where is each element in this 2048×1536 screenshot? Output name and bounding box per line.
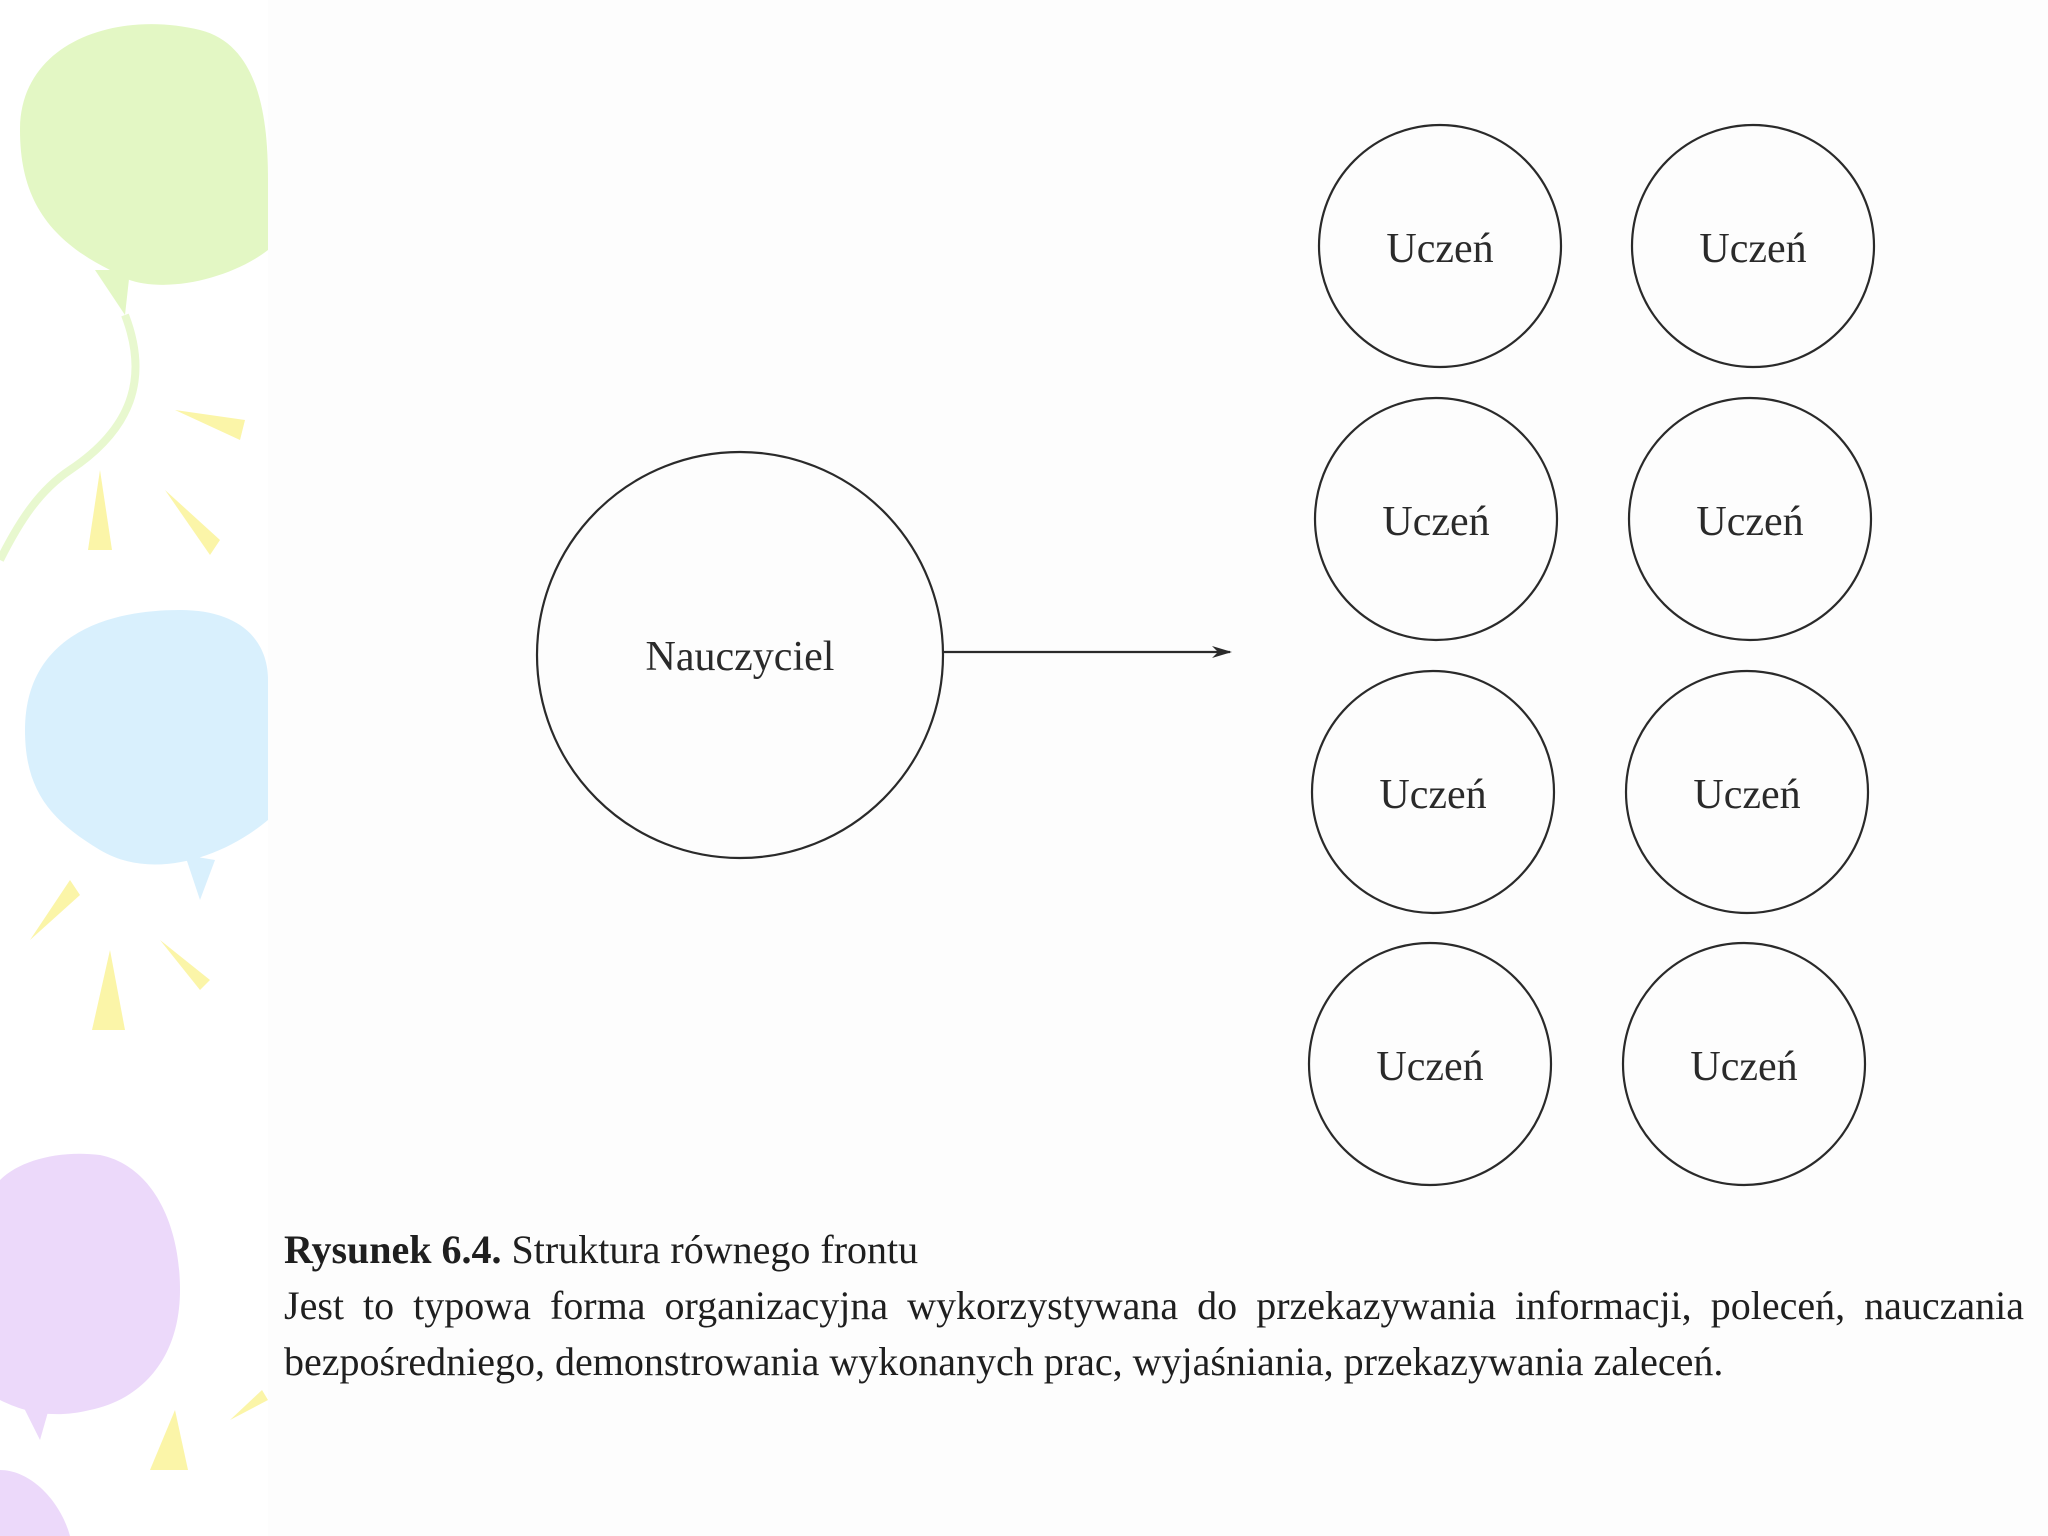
student-node bbox=[1319, 125, 1561, 367]
student-label: Uczeń bbox=[1376, 1044, 1484, 1090]
caption-title-line bbox=[284, 1222, 2024, 1278]
student-label: Uczeń bbox=[1386, 226, 1494, 272]
student-label: Uczeń bbox=[1696, 499, 1804, 545]
student-node bbox=[1315, 398, 1557, 640]
caption-body: Jest to typowa forma organizacyjna wykorzystywana do przekazywania informacji, poleceń, nauczania bezpośredniego, demonstrowania wykonanych prac, wyjaśniania, przekazywania zaleceń. bbox=[284, 1283, 2024, 1384]
teacher-label: Nauczyciel bbox=[645, 634, 835, 680]
student-label: Uczeń bbox=[1699, 226, 1807, 272]
teacher-node bbox=[537, 452, 943, 858]
student-node bbox=[1623, 943, 1865, 1185]
student-node bbox=[1629, 398, 1871, 640]
student-node bbox=[1626, 671, 1868, 913]
student-label: Uczeń bbox=[1379, 772, 1487, 818]
student-label: Uczeń bbox=[1693, 772, 1801, 818]
figure-number: Rysunek 6.4. bbox=[284, 1227, 502, 1272]
figure-title: Struktura równego frontu bbox=[511, 1227, 919, 1272]
student-node bbox=[1632, 125, 1874, 367]
figure-caption bbox=[284, 1222, 2024, 1390]
student-label: Uczeń bbox=[1382, 499, 1490, 545]
student-node bbox=[1312, 671, 1554, 913]
student-node bbox=[1309, 943, 1551, 1185]
student-label: Uczeń bbox=[1690, 1044, 1798, 1090]
